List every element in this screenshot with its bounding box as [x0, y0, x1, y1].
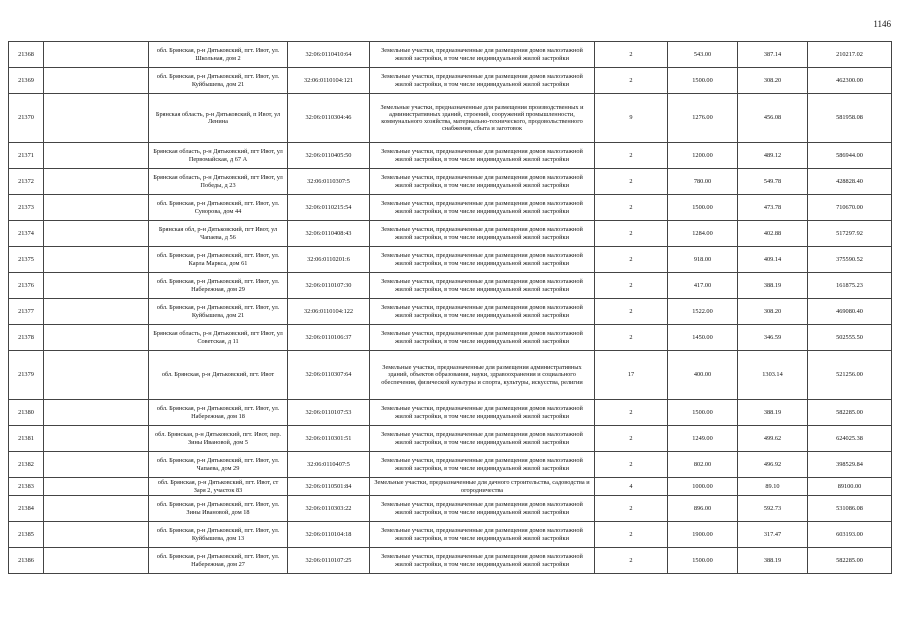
cell-land-use: Земельные участки, предназначенные для размещения домов малоэтажной жилой застройки, в том числе индивидуальной жилой застройки — [370, 221, 595, 247]
cell-record-id: 21386 — [9, 548, 44, 574]
table-row — [9, 143, 892, 169]
table-row — [9, 496, 892, 522]
cell-record-id: 21370 — [9, 94, 44, 143]
cell-blank — [44, 400, 149, 426]
cell-record-id: 21369 — [9, 68, 44, 94]
cell-area: 1500.00 — [668, 548, 738, 574]
cell-land-use: Земельные участки, предназначенные для размещения домов малоэтажной жилой застройки, в том числе индивидуальной жилой застройки — [370, 325, 595, 351]
cell-specific-value: 456.08 — [738, 94, 808, 143]
cell-cadastral-number: 32:06:0110307:5 — [288, 169, 370, 195]
cell-use-group: 2 — [595, 452, 668, 478]
table-row — [9, 548, 892, 574]
cell-use-group: 2 — [595, 68, 668, 94]
cell-blank — [44, 195, 149, 221]
cell-cadastral-value: 624025.38 — [808, 426, 892, 452]
cell-land-use: Земельные участки, предназначенные для размещения домов малоэтажной жилой застройки, в том числе индивидуальной жилой застройки — [370, 195, 595, 221]
cell-land-use: Земельные участки, предназначенные для размещения домов малоэтажной жилой застройки, в том числе индивидуальной жилой застройки — [370, 143, 595, 169]
cell-land-use: Земельные участки, предназначенные для размещения домов малоэтажной жилой застройки, в том числе индивидуальной жилой застройки — [370, 400, 595, 426]
cell-cadastral-number: 32:06:0110104:121 — [288, 68, 370, 94]
cell-address: Брянская область, р-н Дятьковский, пгт Ивот, ул Победы, д 23 — [149, 169, 288, 195]
cell-record-id: 21383 — [9, 478, 44, 496]
cell-cadastral-number: 32:06:0110307:64 — [288, 351, 370, 400]
table-row — [9, 273, 892, 299]
table-row — [9, 400, 892, 426]
cell-use-group: 4 — [595, 478, 668, 496]
cell-address: Брянская обл, р-н Дятьковский, пгт Ивот, ул Чапаева, д 56 — [149, 221, 288, 247]
table-row — [9, 299, 892, 325]
cell-land-use: Земельные участки, предназначенные для размещения домов малоэтажной жилой застройки, в том числе индивидуальной жилой застройки — [370, 452, 595, 478]
cell-area: 1000.00 — [668, 478, 738, 496]
cell-blank — [44, 221, 149, 247]
cell-use-group: 2 — [595, 221, 668, 247]
registry-rows — [9, 42, 892, 574]
cell-land-use: Земельные участки, предназначенные для дачного строительства, садоводства и огородничества — [370, 478, 595, 496]
cell-cadastral-value: 517297.92 — [808, 221, 892, 247]
cell-specific-value: 388.19 — [738, 548, 808, 574]
cell-cadastral-value: 398529.84 — [808, 452, 892, 478]
cell-use-group: 2 — [595, 42, 668, 68]
cell-specific-value: 388.19 — [738, 400, 808, 426]
cell-specific-value: 387.14 — [738, 42, 808, 68]
cell-specific-value: 549.78 — [738, 169, 808, 195]
cell-specific-value: 308.20 — [738, 299, 808, 325]
cell-blank — [44, 169, 149, 195]
cell-use-group: 2 — [595, 299, 668, 325]
cell-address: обл. Брянская, р-н Дятьковский, пгт. Ивот, ул. Набережная, дом 18 — [149, 400, 288, 426]
cell-cadastral-value: 161875.23 — [808, 273, 892, 299]
cell-blank — [44, 478, 149, 496]
cell-area: 1500.00 — [668, 400, 738, 426]
cell-specific-value: 317.47 — [738, 522, 808, 548]
cell-record-id: 21373 — [9, 195, 44, 221]
cell-cadastral-number: 32:06:0110410:64 — [288, 42, 370, 68]
cell-cadastral-number: 32:06:0110408:43 — [288, 221, 370, 247]
cell-record-id: 21371 — [9, 143, 44, 169]
cell-cadastral-number: 32:06:0110407:5 — [288, 452, 370, 478]
cell-address: Брянская область, р-н Дятьковский, пгт Ивот, ул Советская, д 11 — [149, 325, 288, 351]
cell-cadastral-value: 531086.08 — [808, 496, 892, 522]
cell-blank — [44, 94, 149, 143]
cell-address: Брянская область, р-н Дятьковский, п Ивот, ул Ленина — [149, 94, 288, 143]
cell-cadastral-value: 469080.40 — [808, 299, 892, 325]
cell-land-use: Земельные участки, предназначенные для размещения домов малоэтажной жилой застройки, в том числе индивидуальной жилой застройки — [370, 548, 595, 574]
cell-specific-value: 496.92 — [738, 452, 808, 478]
cell-cadastral-value: 375590.52 — [808, 247, 892, 273]
cell-address: обл. Брянская, р-н Дятьковский, пгт. Ивот, ул. Куйбышева, дом 13 — [149, 522, 288, 548]
cell-area: 1522.00 — [668, 299, 738, 325]
cell-blank — [44, 522, 149, 548]
table-row — [9, 42, 892, 68]
cell-cadastral-value: 462300.00 — [808, 68, 892, 94]
cell-address: обл. Брянская, р-н Дятьковский, пгт. Ивот, ул. Куйбышева, дом 21 — [149, 68, 288, 94]
cell-use-group: 2 — [595, 325, 668, 351]
cell-blank — [44, 143, 149, 169]
table-row — [9, 351, 892, 400]
cell-use-group: 2 — [595, 522, 668, 548]
table-row — [9, 195, 892, 221]
table-row — [9, 68, 892, 94]
cell-area: 543.00 — [668, 42, 738, 68]
cell-address: Брянская область, р-н Дятьковский, пгт Ивот, ул Первомайская, д 67 А — [149, 143, 288, 169]
cell-address: обл. Брянская, р-н Дятьковский, пгт. Ивот, ст Заря 2, участок 83 — [149, 478, 288, 496]
cell-address: обл. Брянская, р-н Дятьковский, пгт. Ивот, ул. Зины Ивановой, дом 18 — [149, 496, 288, 522]
cell-land-use: Земельные участки, предназначенные для размещения производственных и административных зданий, строений, сооружений промышленности, коммунального хозяйства, материально-технического, продовольственного снабжения, сбыта и заготовок — [370, 94, 595, 143]
cell-record-id: 21372 — [9, 169, 44, 195]
cell-cadastral-number: 32:06:0110107:30 — [288, 273, 370, 299]
cell-area: 1284.00 — [668, 221, 738, 247]
cell-specific-value: 308.20 — [738, 68, 808, 94]
cell-cadastral-value: 603193.00 — [808, 522, 892, 548]
cell-use-group: 2 — [595, 400, 668, 426]
cell-blank — [44, 247, 149, 273]
cell-specific-value: 499.62 — [738, 426, 808, 452]
cell-land-use: Земельные участки, предназначенные для размещения домов малоэтажной жилой застройки, в том числе индивидуальной жилой застройки — [370, 273, 595, 299]
cell-cadastral-number: 32:06:0110201:6 — [288, 247, 370, 273]
cell-cadastral-value: 210217.02 — [808, 42, 892, 68]
cell-record-id: 21368 — [9, 42, 44, 68]
cell-use-group: 2 — [595, 496, 668, 522]
cell-cadastral-number: 32:06:0110405:50 — [288, 143, 370, 169]
cell-cadastral-number: 32:06:0110107:25 — [288, 548, 370, 574]
cell-record-id: 21379 — [9, 351, 44, 400]
cell-record-id: 21375 — [9, 247, 44, 273]
cell-land-use: Земельные участки, предназначенные для размещения домов малоэтажной жилой застройки, в том числе индивидуальной жилой застройки — [370, 426, 595, 452]
table-row — [9, 247, 892, 273]
cell-blank — [44, 299, 149, 325]
cell-cadastral-number: 32:06:0110107:53 — [288, 400, 370, 426]
table-row — [9, 478, 892, 496]
table-row — [9, 94, 892, 143]
cell-cadastral-value: 581958.08 — [808, 94, 892, 143]
cell-land-use: Земельные участки, предназначенные для размещения домов малоэтажной жилой застройки, в том числе индивидуальной жилой застройки — [370, 42, 595, 68]
cell-cadastral-value: 502555.50 — [808, 325, 892, 351]
cell-area: 1276.00 — [668, 94, 738, 143]
cell-land-use: Земельные участки, предназначенные для размещения домов малоэтажной жилой застройки, в том числе индивидуальной жилой застройки — [370, 169, 595, 195]
cell-cadastral-number: 32:06:0110501:84 — [288, 478, 370, 496]
cell-cadastral-number: 32:06:0110301:51 — [288, 426, 370, 452]
cell-cadastral-number: 32:06:0110106:37 — [288, 325, 370, 351]
cell-area: 896.00 — [668, 496, 738, 522]
cell-address: обл. Брянская, р-н Дятьковский, пгт. Ивот, ул. Карла Маркса, дом 61 — [149, 247, 288, 273]
cell-address: обл. Брянская, р-н Дятьковский, пгт. Ивот, ул. Суворова, дом 44 — [149, 195, 288, 221]
cell-land-use: Земельные участки, предназначенные для размещения домов малоэтажной жилой застройки, в том числе индивидуальной жилой застройки — [370, 522, 595, 548]
cell-area: 1200.00 — [668, 143, 738, 169]
cell-use-group: 2 — [595, 195, 668, 221]
cell-address: обл. Брянская, р-н Дятьковский, пгт. Ивот, пер. Зины Ивановой, дом 5 — [149, 426, 288, 452]
cell-address: обл. Брянская, р-н Дятьковский, пгт. Ивот, ул. Школьная, дом 2 — [149, 42, 288, 68]
cell-area: 1500.00 — [668, 68, 738, 94]
registry-table — [8, 41, 892, 574]
table-row — [9, 169, 892, 195]
cell-specific-value: 402.88 — [738, 221, 808, 247]
cell-cadastral-number: 32:06:0110104:122 — [288, 299, 370, 325]
cell-specific-value: 409.14 — [738, 247, 808, 273]
table-row — [9, 426, 892, 452]
cell-cadastral-value: 521256.00 — [808, 351, 892, 400]
cell-use-group: 2 — [595, 548, 668, 574]
table-row — [9, 522, 892, 548]
cell-blank — [44, 496, 149, 522]
cell-blank — [44, 325, 149, 351]
cell-use-group: 17 — [595, 351, 668, 400]
table-row — [9, 325, 892, 351]
cell-specific-value: 346.59 — [738, 325, 808, 351]
cell-cadastral-value: 89100.00 — [808, 478, 892, 496]
cell-cadastral-number: 32:06:0110304:46 — [288, 94, 370, 143]
cell-specific-value: 592.73 — [738, 496, 808, 522]
cell-blank — [44, 68, 149, 94]
cell-land-use: Земельные участки, предназначенные для размещения домов малоэтажной жилой застройки, в том числе индивидуальной жилой застройки — [370, 496, 595, 522]
cell-address: обл. Брянская, р-н Дятьковский, пгт. Ивот, ул. Набережная, дом 29 — [149, 273, 288, 299]
cell-blank — [44, 273, 149, 299]
cell-cadastral-value: 710670.00 — [808, 195, 892, 221]
cell-record-id: 21377 — [9, 299, 44, 325]
cell-area: 417.00 — [668, 273, 738, 299]
page-number: 1146 — [873, 19, 891, 29]
table-row — [9, 221, 892, 247]
cell-record-id: 21376 — [9, 273, 44, 299]
cell-record-id: 21380 — [9, 400, 44, 426]
cell-use-group: 2 — [595, 169, 668, 195]
cell-area: 802.00 — [668, 452, 738, 478]
cell-area: 918.00 — [668, 247, 738, 273]
cell-specific-value: 473.78 — [738, 195, 808, 221]
cell-land-use: Земельные участки, предназначенные для размещения административных зданий, объектов образования, науки, здравоохранения и социального обеспечения, физической культуры и спорта, культуры, искусства, религии — [370, 351, 595, 400]
cell-cadastral-value: 586944.00 — [808, 143, 892, 169]
cell-use-group: 2 — [595, 247, 668, 273]
cell-address: обл. Брянская, р-н Дятьковский, пгт. Ивот, ул. Куйбышева, дом 21 — [149, 299, 288, 325]
cell-land-use: Земельные участки, предназначенные для размещения домов малоэтажной жилой застройки, в том числе индивидуальной жилой застройки — [370, 299, 595, 325]
cell-specific-value: 1303.14 — [738, 351, 808, 400]
cell-cadastral-number: 32:06:0110215:54 — [288, 195, 370, 221]
cell-cadastral-value: 582285.00 — [808, 400, 892, 426]
cell-land-use: Земельные участки, предназначенные для размещения домов малоэтажной жилой застройки, в том числе индивидуальной жилой застройки — [370, 247, 595, 273]
cell-area: 1500.00 — [668, 195, 738, 221]
cell-record-id: 21382 — [9, 452, 44, 478]
cell-specific-value: 489.12 — [738, 143, 808, 169]
cell-blank — [44, 42, 149, 68]
cell-blank — [44, 548, 149, 574]
cell-area: 1450.00 — [668, 325, 738, 351]
cell-blank — [44, 452, 149, 478]
cell-use-group: 2 — [595, 143, 668, 169]
cell-area: 1900.00 — [668, 522, 738, 548]
cell-land-use: Земельные участки, предназначенные для размещения домов малоэтажной жилой застройки, в том числе индивидуальной жилой застройки — [370, 68, 595, 94]
cell-cadastral-number: 32:06:0110303:22 — [288, 496, 370, 522]
cell-blank — [44, 426, 149, 452]
cell-specific-value: 388.19 — [738, 273, 808, 299]
cell-use-group: 9 — [595, 94, 668, 143]
cell-record-id: 21384 — [9, 496, 44, 522]
cell-record-id: 21381 — [9, 426, 44, 452]
cell-area: 400.00 — [668, 351, 738, 400]
cell-blank — [44, 351, 149, 400]
cell-record-id: 21378 — [9, 325, 44, 351]
cell-area: 1249.00 — [668, 426, 738, 452]
cell-use-group: 2 — [595, 426, 668, 452]
cell-cadastral-number: 32:06:0110104:18 — [288, 522, 370, 548]
cell-area: 780.00 — [668, 169, 738, 195]
cell-address: обл. Брянская, р-н Дятьковский, пгт. Ивот — [149, 351, 288, 400]
cell-address: обл. Брянская, р-н Дятьковский, пгт. Ивот, ул. Чапаева, дом 29 — [149, 452, 288, 478]
cell-record-id: 21374 — [9, 221, 44, 247]
cell-cadastral-value: 582285.00 — [808, 548, 892, 574]
cell-specific-value: 89.10 — [738, 478, 808, 496]
cell-cadastral-value: 428828.40 — [808, 169, 892, 195]
cell-address: обл. Брянская, р-н Дятьковский, пгт. Ивот, ул. Набережная, дом 27 — [149, 548, 288, 574]
cell-use-group: 2 — [595, 273, 668, 299]
cell-record-id: 21385 — [9, 522, 44, 548]
table-row — [9, 452, 892, 478]
